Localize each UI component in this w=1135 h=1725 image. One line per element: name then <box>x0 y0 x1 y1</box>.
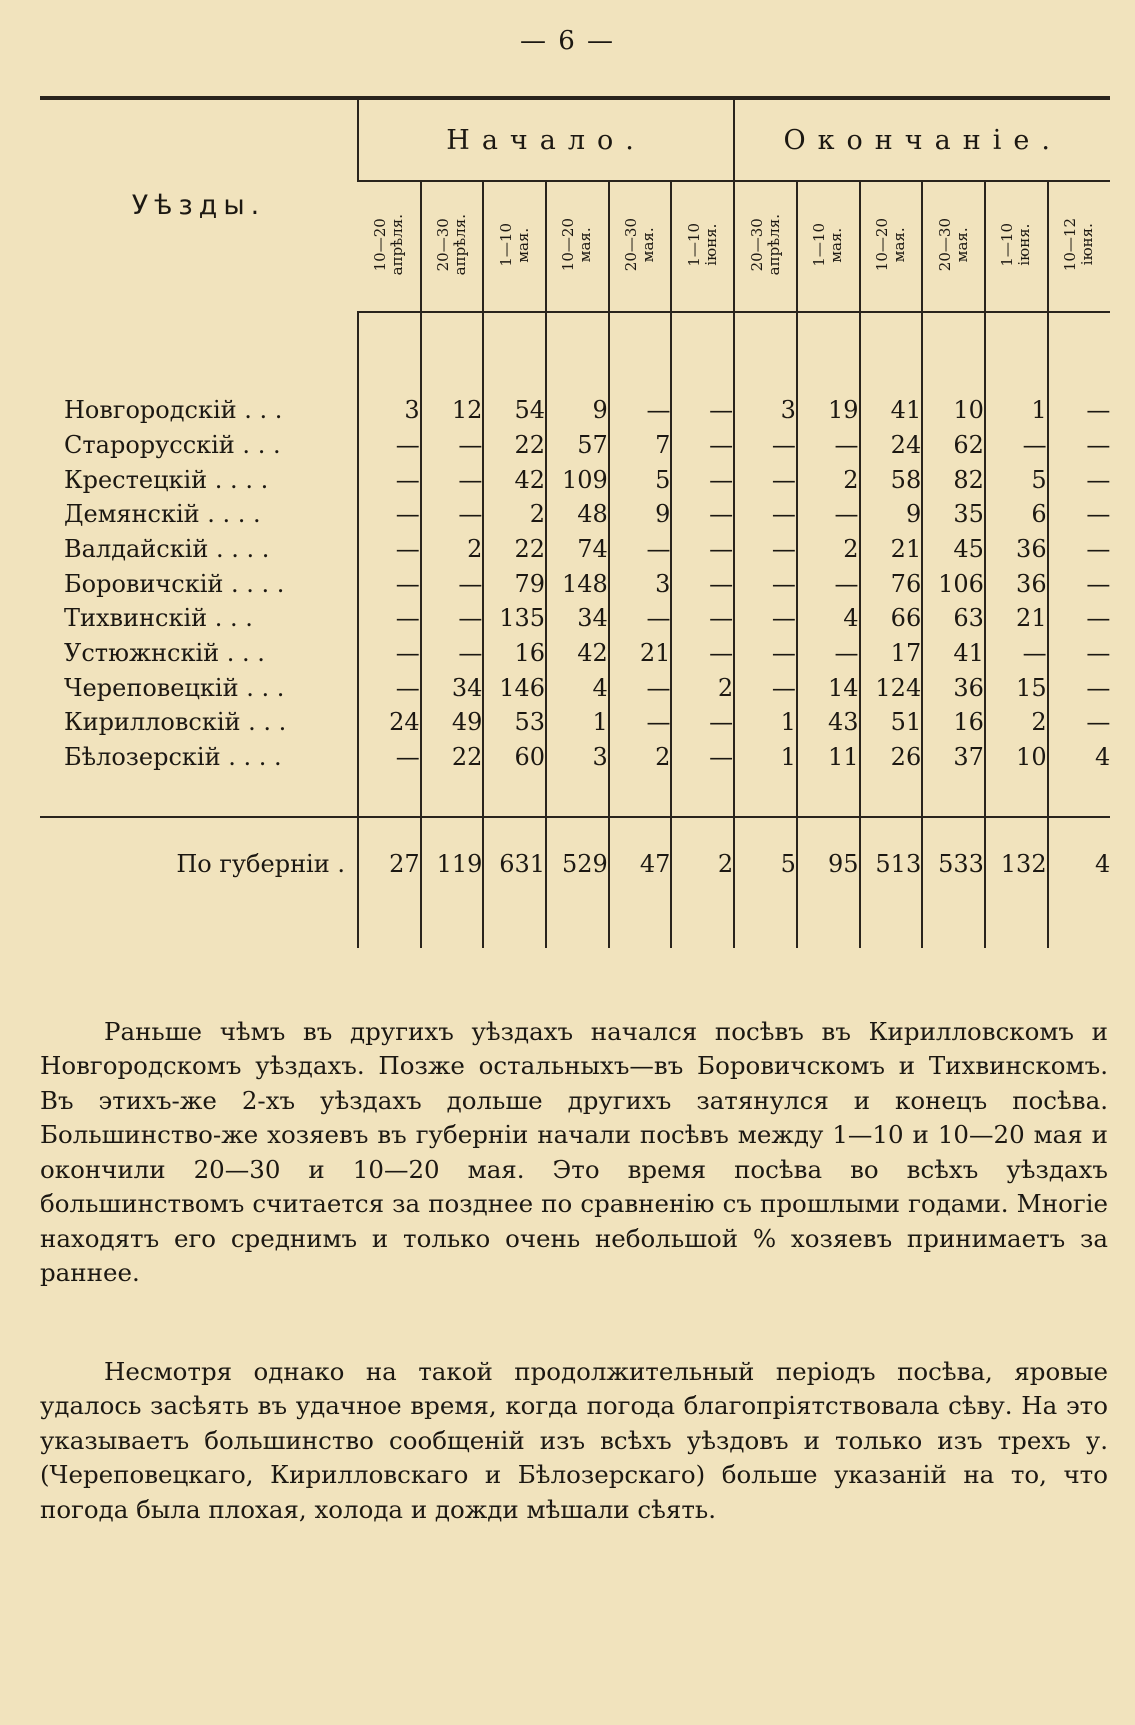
period-label: 10—20 апрѣля. <box>370 213 406 276</box>
total-cell: 47 <box>609 817 672 878</box>
table-cell: 16 <box>483 636 546 671</box>
period-label: 20—30 мая. <box>935 218 971 272</box>
table-cell: 82 <box>922 462 985 497</box>
table-cell: — <box>421 601 484 636</box>
table-cell: — <box>985 636 1048 671</box>
table-cell: 12 <box>421 393 484 428</box>
period-label: 1—10 iюня. <box>684 222 720 267</box>
table-cell: 17 <box>860 636 923 671</box>
period-header <box>797 181 860 311</box>
table-cell: — <box>358 428 421 463</box>
table-cell: 2 <box>483 497 546 532</box>
column-header-uezdy: Уѣзды. <box>40 98 358 312</box>
table-cell: 9 <box>546 393 609 428</box>
uezd-name: Тихвинскiй . . . <box>64 604 253 633</box>
table-cell: 45 <box>922 532 985 567</box>
table-cell: — <box>358 497 421 532</box>
table-cell: 1 <box>985 393 1048 428</box>
table-cell: — <box>1048 670 1111 705</box>
period-header <box>421 181 484 311</box>
period-label: 10—20 мая. <box>872 218 908 272</box>
table-cell: 42 <box>546 636 609 671</box>
table-cell: 1 <box>546 705 609 740</box>
table-cell: 11 <box>797 740 860 775</box>
table-cell: 2 <box>985 705 1048 740</box>
spacer-cell <box>797 878 860 948</box>
total-cell: 631 <box>483 817 546 878</box>
table-cell: 109 <box>546 462 609 497</box>
table-cell: — <box>1048 428 1111 463</box>
table-cell: 16 <box>922 705 985 740</box>
table-cell: 79 <box>483 566 546 601</box>
table-row <box>40 393 1110 428</box>
table-cell: — <box>1048 497 1111 532</box>
table-cell: 15 <box>985 670 1048 705</box>
table-cell: 37 <box>922 740 985 775</box>
table-cell: — <box>671 497 734 532</box>
spacer-cell <box>358 878 421 948</box>
uezd-name: Бѣлозерскiй . . . . <box>64 743 282 772</box>
table-cell: 3 <box>734 393 797 428</box>
table-cell: 34 <box>421 670 484 705</box>
spacer-cell <box>1048 774 1111 817</box>
period-label: 1—10 iюня. <box>998 222 1034 267</box>
total-cell: 513 <box>860 817 923 878</box>
table-cell: 58 <box>860 462 923 497</box>
table-cell: — <box>421 462 484 497</box>
table-cell: — <box>734 532 797 567</box>
table-cell: — <box>1048 601 1111 636</box>
table-cell: — <box>671 393 734 428</box>
table-cell: — <box>671 428 734 463</box>
total-cell: 132 <box>985 817 1048 878</box>
spacer-cell <box>922 878 985 948</box>
period-header <box>860 181 923 311</box>
group-header-start: Начало. <box>358 98 734 181</box>
table-cell: — <box>358 566 421 601</box>
spacer-cell <box>40 312 358 393</box>
uezd-name: Боровичскiй . . . . <box>64 569 285 598</box>
total-cell: 529 <box>546 817 609 878</box>
table-cell: 24 <box>860 428 923 463</box>
spacer-cell <box>985 312 1048 393</box>
spacer-cell <box>483 878 546 948</box>
table-cell: — <box>797 428 860 463</box>
table-cell: — <box>671 532 734 567</box>
period-label: 10—20 мая. <box>559 218 595 272</box>
spacer-cell <box>483 312 546 393</box>
total-cell: 119 <box>421 817 484 878</box>
table-cell: — <box>1048 566 1111 601</box>
table-row <box>40 532 1110 567</box>
total-cell: 4 <box>1048 817 1111 878</box>
table-cell: — <box>421 636 484 671</box>
spacer-cell <box>797 312 860 393</box>
total-cell: 2 <box>671 817 734 878</box>
uezd-name: Кирилловскiй . . . <box>64 708 287 737</box>
table-cell: 36 <box>985 566 1048 601</box>
period-label: 10—12 iюня. <box>1061 218 1097 272</box>
table-cell: 21 <box>860 532 923 567</box>
table-cell: — <box>421 428 484 463</box>
table-cell: — <box>358 601 421 636</box>
spacer-cell <box>1048 878 1111 948</box>
table-cell: — <box>1048 705 1111 740</box>
spacer-cell <box>922 774 985 817</box>
table-cell: 41 <box>860 393 923 428</box>
period-header <box>546 181 609 311</box>
table-cell: 62 <box>922 428 985 463</box>
table-cell: 41 <box>922 636 985 671</box>
spacer-cell <box>358 312 421 393</box>
table-cell: 42 <box>483 462 546 497</box>
spacer-cell <box>546 878 609 948</box>
period-label: 1—10 мая. <box>810 222 846 267</box>
total-row <box>40 817 1110 878</box>
table-cell: 3 <box>609 566 672 601</box>
table-cell: — <box>671 740 734 775</box>
page-number: — 6 — <box>519 26 616 56</box>
period-label: 20—30 мая. <box>622 218 658 272</box>
table-cell: 21 <box>985 601 1048 636</box>
period-header <box>985 181 1048 311</box>
table-cell: 14 <box>797 670 860 705</box>
table-cell: 2 <box>609 740 672 775</box>
spacer-cell <box>609 774 672 817</box>
table-cell: 3 <box>358 393 421 428</box>
table-cell: 51 <box>860 705 923 740</box>
table-cell: 4 <box>546 670 609 705</box>
table-cell: 74 <box>546 532 609 567</box>
table-cell: 5 <box>609 462 672 497</box>
table-cell: 22 <box>421 740 484 775</box>
total-cell: 533 <box>922 817 985 878</box>
table-row <box>40 462 1110 497</box>
table-cell: 9 <box>609 497 672 532</box>
paragraph-1: Раньше чѣмъ въ другихъ уѣздахъ начался посѣвъ въ Кирилловскомъ и Новгородскомъ уѣздахъ. Позже остальныхъ—въ Боровичскомъ и Тихвинскомъ. Въ этихъ-же 2-хъ уѣздахъ дольше другихъ затянулся и конецъ посѣва. Большинство-же хозяевъ въ губернiи начали посѣвъ между 1—10 и 10—20 мая и окончили 20—30 и 10—20 мая. Это время посѣва во всѣхъ уѣздахъ большинствомъ считается за позднее по сравненiю съ прошлыми годами. Многiе находятъ его среднимъ и только очень небольшой % хозяевъ принимаетъ за раннее. <box>40 1016 1108 1287</box>
table-cell: — <box>734 636 797 671</box>
table-cell: 22 <box>483 428 546 463</box>
table-cell: 57 <box>546 428 609 463</box>
period-label: 20—30 апрѣля. <box>747 213 783 276</box>
total-cell: 27 <box>358 817 421 878</box>
spacer-cell <box>40 774 358 817</box>
table-cell: 1 <box>734 740 797 775</box>
spacer-cell <box>671 878 734 948</box>
table-cell: — <box>1048 393 1111 428</box>
spacer-cell <box>985 878 1048 948</box>
uezd-name: Устюжнскiй . . . <box>64 639 265 668</box>
spacer-cell <box>483 774 546 817</box>
table-cell: 48 <box>546 497 609 532</box>
table-cell: 36 <box>985 532 1048 567</box>
spacer-cell <box>421 774 484 817</box>
period-header <box>671 181 734 311</box>
table-cell: — <box>797 497 860 532</box>
table-cell: 3 <box>546 740 609 775</box>
uezd-name: Новгородскiй . . . <box>64 396 283 425</box>
table-cell: 43 <box>797 705 860 740</box>
table-cell: 5 <box>985 462 1048 497</box>
table-cell: 148 <box>546 566 609 601</box>
table-cell: 35 <box>922 497 985 532</box>
table-cell: 6 <box>985 497 1048 532</box>
table-cell: 21 <box>609 636 672 671</box>
table-row <box>40 636 1110 671</box>
table-cell: 66 <box>860 601 923 636</box>
table-cell: 2 <box>797 462 860 497</box>
table-row <box>40 705 1110 740</box>
table-cell: — <box>609 670 672 705</box>
table-cell: 19 <box>797 393 860 428</box>
period-header <box>609 181 672 311</box>
table-cell: 24 <box>358 705 421 740</box>
uezd-name: Старорусскiй . . . <box>64 430 281 459</box>
table-cell: — <box>734 566 797 601</box>
table-row <box>40 428 1110 463</box>
table-cell: — <box>797 566 860 601</box>
uezd-name: Череповецкiй . . . <box>64 673 285 702</box>
uezd-name: Крестецкiй . . . . <box>64 465 269 494</box>
table-cell: 76 <box>860 566 923 601</box>
spacer-cell <box>546 312 609 393</box>
total-label: По губернiи . <box>176 850 345 879</box>
table-cell: — <box>671 462 734 497</box>
table-cell: — <box>1048 462 1111 497</box>
period-header <box>483 181 546 311</box>
table-cell: 26 <box>860 740 923 775</box>
table-cell: — <box>609 601 672 636</box>
table-cell: 53 <box>483 705 546 740</box>
table-cell: — <box>671 601 734 636</box>
table-cell: — <box>734 462 797 497</box>
group-header-end: Окончанiе. <box>734 98 1110 181</box>
table-cell: — <box>609 393 672 428</box>
table-cell: 10 <box>922 393 985 428</box>
spacer-cell <box>985 774 1048 817</box>
table-cell: — <box>1048 532 1111 567</box>
total-cell: 5 <box>734 817 797 878</box>
spacer-cell <box>860 878 923 948</box>
table-cell: — <box>421 497 484 532</box>
table-cell: — <box>734 428 797 463</box>
table-cell: — <box>734 670 797 705</box>
spacer-cell <box>358 774 421 817</box>
spacer-cell <box>922 312 985 393</box>
table-cell: — <box>671 636 734 671</box>
spacer-cell <box>1048 312 1111 393</box>
table-cell: — <box>358 462 421 497</box>
spacer-cell <box>860 774 923 817</box>
table-cell: 60 <box>483 740 546 775</box>
spacer-cell <box>421 312 484 393</box>
table-cell: 106 <box>922 566 985 601</box>
table-cell: 4 <box>1048 740 1111 775</box>
table-row <box>40 601 1110 636</box>
table-cell: — <box>671 705 734 740</box>
table-row <box>40 740 1110 775</box>
table-cell: — <box>985 428 1048 463</box>
period-label: 20—30 апрѣля. <box>434 213 470 276</box>
table-cell: 63 <box>922 601 985 636</box>
spacer-cell <box>546 774 609 817</box>
period-header <box>1048 181 1111 311</box>
table-cell: 2 <box>797 532 860 567</box>
table-row <box>40 670 1110 705</box>
table-cell: 9 <box>860 497 923 532</box>
table-cell: 36 <box>922 670 985 705</box>
table-cell: 10 <box>985 740 1048 775</box>
table-row <box>40 566 1110 601</box>
table-cell: 2 <box>421 532 484 567</box>
table-cell: 34 <box>546 601 609 636</box>
table-cell: 49 <box>421 705 484 740</box>
table-cell: — <box>797 636 860 671</box>
table-cell: 1 <box>734 705 797 740</box>
table-cell: — <box>734 601 797 636</box>
sowing-table <box>40 96 1110 948</box>
uezd-name: Валдайскiй . . . . <box>64 535 270 564</box>
table-cell: 124 <box>860 670 923 705</box>
total-cell: 95 <box>797 817 860 878</box>
uezd-name: Демянскiй . . . . <box>64 500 261 529</box>
table-cell: 4 <box>797 601 860 636</box>
spacer-cell <box>797 774 860 817</box>
spacer-cell <box>609 878 672 948</box>
period-header <box>358 181 421 311</box>
period-header <box>922 181 985 311</box>
table-cell: — <box>358 532 421 567</box>
table-cell: — <box>358 740 421 775</box>
spacer-cell <box>609 312 672 393</box>
table-cell: — <box>358 670 421 705</box>
spacer-cell <box>734 774 797 817</box>
table-cell: — <box>1048 636 1111 671</box>
spacer-cell <box>671 774 734 817</box>
table-cell: — <box>671 566 734 601</box>
table-cell: — <box>421 566 484 601</box>
table-cell: 135 <box>483 601 546 636</box>
table-cell: — <box>358 636 421 671</box>
spacer-cell <box>671 312 734 393</box>
period-header <box>734 181 797 311</box>
table-row <box>40 497 1110 532</box>
table-cell: — <box>609 705 672 740</box>
table-cell: 7 <box>609 428 672 463</box>
spacer-cell <box>860 312 923 393</box>
spacer-cell <box>421 878 484 948</box>
paragraph-2: Несмотря однако на такой продолжительный перiодъ посѣва, яровые удалось засѣять въ удачное время, когда погода благопрiятствовала сѣву. На это указываетъ большинство сообщенiй изъ всѣхъ уѣздовъ и только изъ трехъ у. (Череповецкаго, Кирилловскаго и Бѣлозерскаго) больше указанiй на то, что погода была плохая, холода и дожди мѣшали сѣять. <box>40 1356 1108 1524</box>
table-cell: 146 <box>483 670 546 705</box>
spacer-cell <box>734 878 797 948</box>
spacer-cell <box>40 878 358 948</box>
spacer-cell <box>734 312 797 393</box>
table-cell: — <box>734 497 797 532</box>
table-cell: — <box>609 532 672 567</box>
period-label: 1—10 мая. <box>496 222 532 267</box>
table-cell: 2 <box>671 670 734 705</box>
table-cell: 22 <box>483 532 546 567</box>
table-cell: 54 <box>483 393 546 428</box>
